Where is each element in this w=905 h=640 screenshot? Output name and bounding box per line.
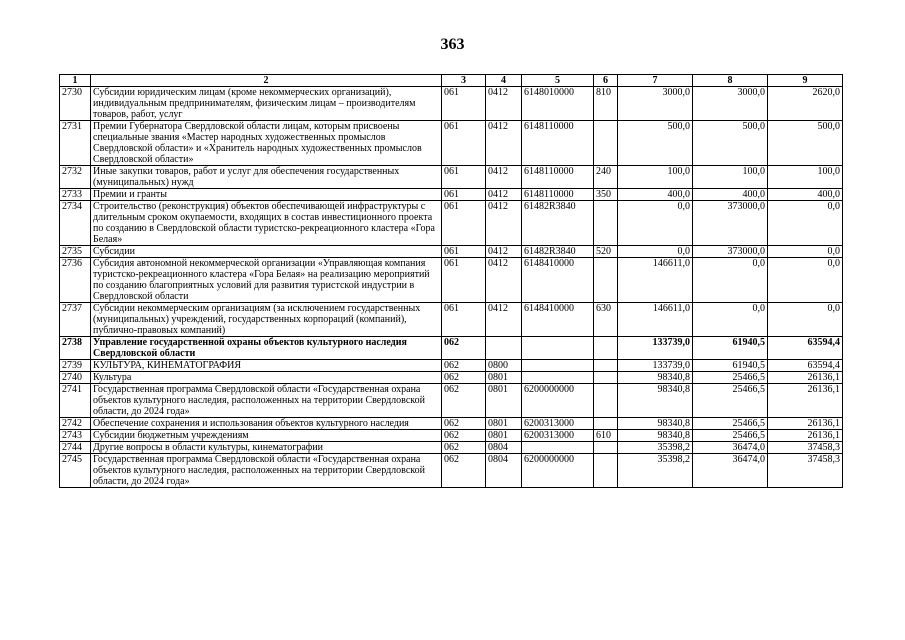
cell-ved: 062 — [442, 372, 486, 384]
cell-ved: 062 — [442, 454, 486, 488]
cell-section: 0412 — [486, 87, 522, 121]
cell-amount-3: 0,0 — [768, 246, 843, 258]
cell-section: 0412 — [486, 246, 522, 258]
cell-section: 0412 — [486, 201, 522, 246]
table-row — [60, 337, 843, 360]
row-name: Государственная программа Свердловской области «Государственная охрана объектов культурного наследия, расположенных на территории Свердловской области, до 2024 года» — [91, 454, 442, 488]
table-row — [60, 121, 843, 166]
cell-ved: 061 — [442, 303, 486, 337]
row-number: 2744 — [60, 442, 91, 454]
header-row — [60, 75, 843, 87]
cell-section: 0412 — [486, 189, 522, 201]
cell-ved: 061 — [442, 166, 486, 189]
cell-target-article: 61482R3840 — [522, 246, 594, 258]
cell-amount-1: 133739,0 — [618, 337, 693, 360]
row-number: 2733 — [60, 189, 91, 201]
cell-target-article: 6200000000 — [522, 384, 594, 418]
row-name: Обеспечение сохранения и использования объектов культурного наследия — [91, 418, 442, 430]
row-number: 2732 — [60, 166, 91, 189]
cell-expense-type: 810 — [594, 87, 618, 121]
col-header: 4 — [486, 75, 522, 87]
cell-expense-type: 240 — [594, 166, 618, 189]
cell-ved: 062 — [442, 430, 486, 442]
cell-expense-type — [594, 442, 618, 454]
cell-ved: 062 — [442, 418, 486, 430]
table-row — [60, 246, 843, 258]
cell-amount-3: 26136,1 — [768, 384, 843, 418]
table-row — [60, 303, 843, 337]
cell-ved: 062 — [442, 360, 486, 372]
cell-section: 0412 — [486, 303, 522, 337]
row-number: 2741 — [60, 384, 91, 418]
cell-amount-3: 37458,3 — [768, 454, 843, 488]
cell-amount-1: 35398,2 — [618, 442, 693, 454]
cell-target-article — [522, 442, 594, 454]
cell-amount-2: 373000,0 — [693, 201, 768, 246]
row-number: 2730 — [60, 87, 91, 121]
cell-target-article — [522, 360, 594, 372]
cell-amount-2: 61940,5 — [693, 360, 768, 372]
col-header: 7 — [618, 75, 693, 87]
cell-expense-type — [594, 384, 618, 418]
cell-section: 0801 — [486, 384, 522, 418]
cell-amount-2: 3000,0 — [693, 87, 768, 121]
row-name: Управление государственной охраны объектов культурного наследия Свердловской области — [91, 337, 442, 360]
cell-amount-3: 100,0 — [768, 166, 843, 189]
table-row — [60, 189, 843, 201]
table-row — [60, 442, 843, 454]
row-number: 2742 — [60, 418, 91, 430]
cell-section: 0801 — [486, 372, 522, 384]
cell-amount-2: 500,0 — [693, 121, 768, 166]
cell-amount-1: 98340,8 — [618, 418, 693, 430]
cell-amount-1: 35398,2 — [618, 454, 693, 488]
row-name: Субсидии — [91, 246, 442, 258]
cell-target-article: 6148110000 — [522, 166, 594, 189]
cell-ved: 061 — [442, 258, 486, 303]
cell-expense-type — [594, 121, 618, 166]
cell-target-article: 6148410000 — [522, 258, 594, 303]
cell-section: 0412 — [486, 121, 522, 166]
row-name: Культура — [91, 372, 442, 384]
cell-section: 0801 — [486, 418, 522, 430]
table-row — [60, 418, 843, 430]
row-number: 2736 — [60, 258, 91, 303]
cell-amount-1: 98340,8 — [618, 384, 693, 418]
cell-amount-3: 0,0 — [768, 201, 843, 246]
col-header: 6 — [594, 75, 618, 87]
cell-amount-1: 146611,0 — [618, 258, 693, 303]
cell-amount-3: 26136,1 — [768, 430, 843, 442]
cell-amount-1: 0,0 — [618, 246, 693, 258]
cell-ved: 062 — [442, 384, 486, 418]
cell-expense-type — [594, 258, 618, 303]
row-number: 2739 — [60, 360, 91, 372]
cell-section: 0804 — [486, 442, 522, 454]
budget-table — [59, 74, 843, 488]
row-number: 2735 — [60, 246, 91, 258]
table-row — [60, 454, 843, 488]
row-number: 2740 — [60, 372, 91, 384]
cell-target-article: 6200313000 — [522, 430, 594, 442]
row-number: 2743 — [60, 430, 91, 442]
col-header: 3 — [442, 75, 486, 87]
cell-amount-2: 25466,5 — [693, 418, 768, 430]
cell-expense-type — [594, 418, 618, 430]
cell-amount-2: 25466,5 — [693, 430, 768, 442]
cell-expense-type — [594, 372, 618, 384]
row-name: Государственная программа Свердловской области «Государственная охрана объектов культурного наследия, расположенных на территории Свердловской области, до 2024 года» — [91, 384, 442, 418]
row-number: 2738 — [60, 337, 91, 360]
row-name: Строительство (реконструкция) объектов обеспечивающей инфраструктуры с длительным сроком окупаемости, входящих в состав инвестиционного проекта по созданию в Свердловской области туристско-рекреационного кластера «Гора Белая» — [91, 201, 442, 246]
row-name: КУЛЬТУРА, КИНЕМАТОГРАФИЯ — [91, 360, 442, 372]
cell-amount-3: 0,0 — [768, 303, 843, 337]
table-row — [60, 258, 843, 303]
cell-ved: 061 — [442, 246, 486, 258]
cell-expense-type: 350 — [594, 189, 618, 201]
row-name: Премии и гранты — [91, 189, 442, 201]
cell-amount-2: 61940,5 — [693, 337, 768, 360]
cell-ved: 061 — [442, 87, 486, 121]
row-number: 2737 — [60, 303, 91, 337]
row-name: Субсидия автономной некоммерческой организации «Управляющая компания туристско-рекреационного кластера «Гора Белая» на реализацию мероприятий по созданию благоприятных условий для развития туристской индустрии в Свердловской области — [91, 258, 442, 303]
cell-amount-3: 26136,1 — [768, 418, 843, 430]
table-row — [60, 166, 843, 189]
row-name: Иные закупки товаров, работ и услуг для обеспечения государственных (муниципальных) нужд — [91, 166, 442, 189]
cell-expense-type: 520 — [594, 246, 618, 258]
table-row — [60, 384, 843, 418]
cell-expense-type — [594, 454, 618, 488]
cell-amount-2: 400,0 — [693, 189, 768, 201]
cell-target-article: 6148110000 — [522, 121, 594, 166]
cell-amount-2: 25466,5 — [693, 384, 768, 418]
cell-amount-2: 36474,0 — [693, 442, 768, 454]
cell-amount-3: 500,0 — [768, 121, 843, 166]
cell-ved: 062 — [442, 442, 486, 454]
cell-section: 0412 — [486, 258, 522, 303]
col-header: 2 — [91, 75, 442, 87]
table-row — [60, 430, 843, 442]
cell-target-article: 6200000000 — [522, 454, 594, 488]
cell-amount-1: 3000,0 — [618, 87, 693, 121]
cell-amount-1: 98340,8 — [618, 372, 693, 384]
cell-target-article: 6200313000 — [522, 418, 594, 430]
cell-target-article — [522, 372, 594, 384]
row-name: Премии Губернатора Свердловской области лицам, которым присвоены специальные звания «Мастер народных художественных промыслов Свердловской области» и «Хранитель народных художественных промыслов Свердловской области» — [91, 121, 442, 166]
cell-expense-type — [594, 337, 618, 360]
cell-amount-1: 98340,8 — [618, 430, 693, 442]
cell-expense-type — [594, 201, 618, 246]
cell-ved: 061 — [442, 189, 486, 201]
cell-amount-2: 373000,0 — [693, 246, 768, 258]
cell-target-article: 61482R3840 — [522, 201, 594, 246]
cell-section: 0801 — [486, 430, 522, 442]
cell-amount-3: 63594,4 — [768, 360, 843, 372]
cell-target-article — [522, 337, 594, 360]
cell-section — [486, 337, 522, 360]
row-name: Субсидии некоммерческим организациям (за исключением государственных (муниципальных) учреждений, государственных корпораций (компаний), публично-правовых компаний) — [91, 303, 442, 337]
cell-amount-3: 400,0 — [768, 189, 843, 201]
cell-amount-2: 36474,0 — [693, 454, 768, 488]
cell-section: 0412 — [486, 166, 522, 189]
row-name: Другие вопросы в области культуры, кинематографии — [91, 442, 442, 454]
col-header: 9 — [768, 75, 843, 87]
cell-ved: 061 — [442, 121, 486, 166]
cell-amount-1: 100,0 — [618, 166, 693, 189]
cell-section: 0800 — [486, 360, 522, 372]
table-row — [60, 201, 843, 246]
table-row — [60, 372, 843, 384]
row-name: Субсидии бюджетным учреждениям — [91, 430, 442, 442]
cell-amount-3: 37458,3 — [768, 442, 843, 454]
cell-expense-type — [594, 360, 618, 372]
cell-ved: 062 — [442, 337, 486, 360]
col-header: 1 — [60, 75, 91, 87]
cell-amount-2: 100,0 — [693, 166, 768, 189]
row-number: 2745 — [60, 454, 91, 488]
table-row — [60, 360, 843, 372]
cell-amount-2: 25466,5 — [693, 372, 768, 384]
col-header: 5 — [522, 75, 594, 87]
cell-amount-1: 146611,0 — [618, 303, 693, 337]
cell-section: 0804 — [486, 454, 522, 488]
cell-expense-type: 610 — [594, 430, 618, 442]
row-number: 2734 — [60, 201, 91, 246]
col-header: 8 — [693, 75, 768, 87]
page-number: 363 — [440, 36, 465, 53]
cell-ved: 061 — [442, 201, 486, 246]
table-row — [60, 87, 843, 121]
cell-amount-1: 500,0 — [618, 121, 693, 166]
cell-amount-3: 63594,4 — [768, 337, 843, 360]
cell-amount-1: 400,0 — [618, 189, 693, 201]
cell-amount-1: 0,0 — [618, 201, 693, 246]
row-number: 2731 — [60, 121, 91, 166]
cell-amount-2: 0,0 — [693, 258, 768, 303]
cell-amount-2: 0,0 — [693, 303, 768, 337]
cell-expense-type: 630 — [594, 303, 618, 337]
cell-target-article: 6148410000 — [522, 303, 594, 337]
cell-amount-3: 2620,0 — [768, 87, 843, 121]
cell-target-article: 6148110000 — [522, 189, 594, 201]
cell-amount-3: 0,0 — [768, 258, 843, 303]
cell-target-article: 6148010000 — [522, 87, 594, 121]
cell-amount-3: 26136,1 — [768, 372, 843, 384]
row-name: Субсидии юридическим лицам (кроме некоммерческих организаций), индивидуальным предпринимателям, физическим лицам – производителям товаров, работ, услуг — [91, 87, 442, 121]
cell-amount-1: 133739,0 — [618, 360, 693, 372]
